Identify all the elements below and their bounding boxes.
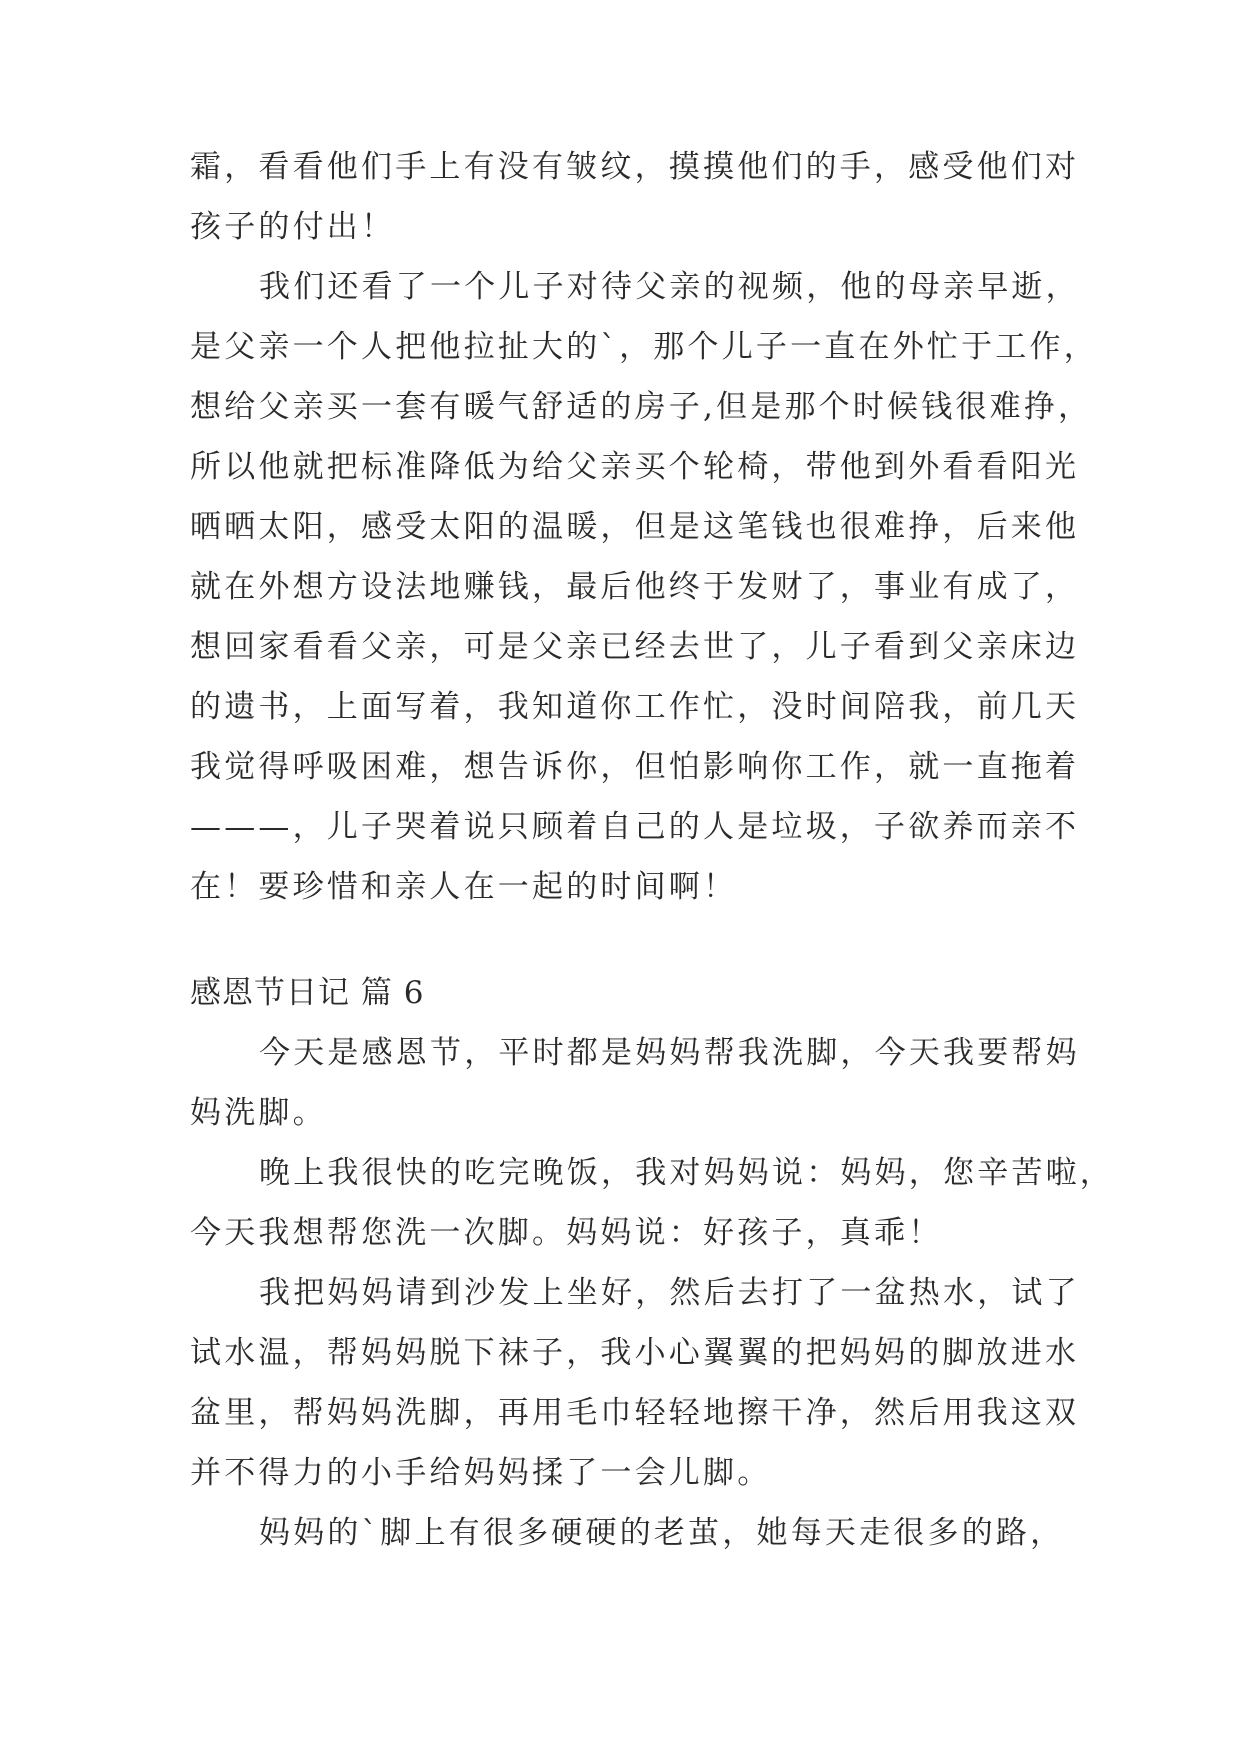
text-line: 想回家看看父亲，可是父亲已经去世了，儿子看到父亲床边 bbox=[190, 629, 1080, 665]
text-line: 是父亲一个人把他拉扯大的`，那个儿子一直在外忙于工作， bbox=[190, 329, 1098, 365]
text-line: ———，儿子哭着说只顾着自己的人是垃圾，子欲养而亲不 bbox=[190, 809, 1080, 845]
paragraph-start-line: 我把妈妈请到沙发上坐好，然后去打了一盆热水，试了 bbox=[259, 1275, 1080, 1311]
section-heading: 感恩节日记 篇 6 bbox=[190, 975, 425, 1011]
text-line: 晒晒太阳，感受太阳的温暖，但是这笔钱也很难挣，后来他 bbox=[190, 509, 1080, 545]
text-line: 盆里，帮妈妈洗脚，再用毛巾轻轻地擦干净，然后用我这双 bbox=[190, 1395, 1080, 1431]
paragraph-start-line: 晚上我很快的吃完晚饭，我对妈妈说：妈妈，您辛苦啦， bbox=[259, 1155, 1114, 1191]
text-line: 的遗书，上面写着，我知道你工作忙，没时间陪我，前几天 bbox=[190, 689, 1080, 725]
text-line: 我觉得呼吸困难，想告诉你，但怕影响你工作，就一直拖着 bbox=[190, 749, 1080, 785]
text-line: 霜，看看他们手上有没有皱纹，摸摸他们的手，感受他们对 bbox=[190, 149, 1080, 185]
text-line: 想给父亲买一套有暖气舒适的房子,但是那个时候钱很难挣， bbox=[190, 389, 1093, 425]
text-line: 试水温，帮妈妈脱下袜子，我小心翼翼的把妈妈的脚放进水 bbox=[190, 1335, 1080, 1371]
paragraph-start-line: 今天是感恩节，平时都是妈妈帮我洗脚，今天我要帮妈 bbox=[259, 1035, 1080, 1071]
text-line: 并不得力的小手给妈妈揉了一会儿脚。 bbox=[190, 1455, 772, 1491]
text-line: 在！要珍惜和亲人在一起的时间啊！ bbox=[190, 869, 738, 905]
text-line: 今天我想帮您洗一次脚。妈妈说：好孩子，真乖！ bbox=[190, 1215, 943, 1251]
paragraph-start-line: 我们还看了一个儿子对待父亲的视频，他的母亲早逝， bbox=[259, 269, 1080, 305]
text-line: 所以他就把标准降低为给父亲买个轮椅，带他到外看看阳光 bbox=[190, 449, 1080, 485]
text-line: 妈洗脚。 bbox=[190, 1095, 327, 1131]
text-line: 孩子的付出！ bbox=[190, 209, 396, 245]
text-line: 就在外想方设法地赚钱，最后他终于发财了，事业有成了， bbox=[190, 569, 1080, 605]
paragraph-start-line: 妈妈的`脚上有很多硬硬的老茧，她每天走很多的路， bbox=[259, 1515, 1065, 1551]
